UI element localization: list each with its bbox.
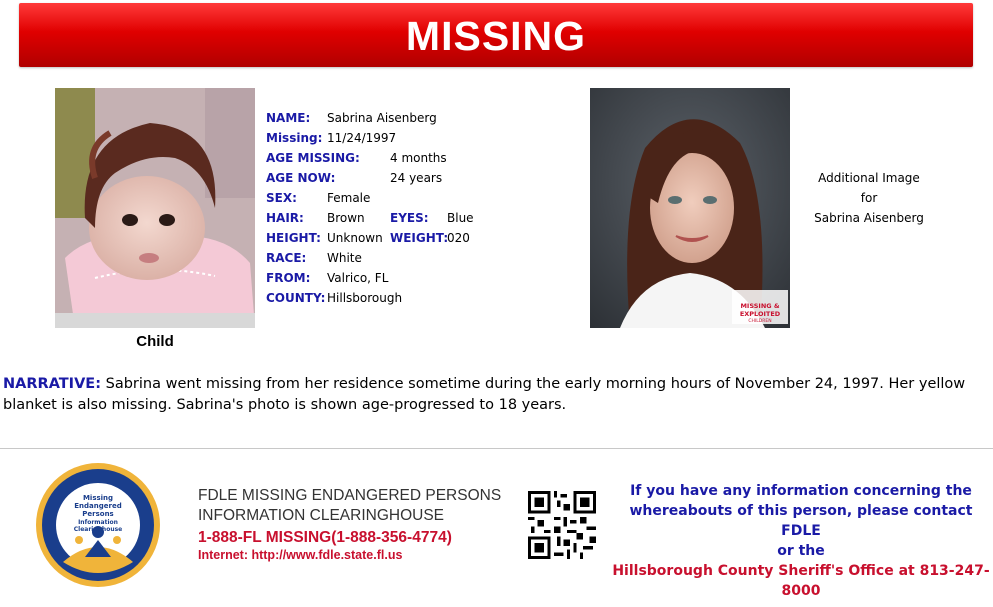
- org-name: [198, 486, 501, 526]
- missing-banner: [19, 3, 973, 67]
- detail-value: Sabrina Aisenberg: [327, 111, 437, 125]
- child-photo-caption: Child: [136, 333, 174, 350]
- detail-label: Missing:: [266, 131, 323, 145]
- detail-label: HEIGHT:: [266, 231, 321, 245]
- svg-text:Persons: Persons: [82, 510, 114, 518]
- additional-image-caption: [800, 168, 938, 228]
- contact-line4: Hillsborough County Sheriff's Office at 813-247-: [612, 563, 990, 579]
- contact-info: [610, 481, 992, 601]
- detail-value: Brown: [327, 211, 365, 225]
- svg-text:EXPLOITED: EXPLOITED: [739, 310, 781, 318]
- contact-line1: If you have any information concerning the: [630, 483, 972, 499]
- contact-line5: 8000: [781, 583, 821, 599]
- additional-image-line3: Sabrina Aisenberg: [814, 211, 924, 225]
- child-photo: [55, 88, 255, 328]
- svg-text:Endangered: Endangered: [74, 502, 122, 510]
- detail-value: Female: [327, 191, 371, 205]
- qr-code-icon: [528, 491, 596, 559]
- detail-label: WEIGHT:: [390, 231, 449, 245]
- svg-text:MISSING &: MISSING &: [740, 302, 780, 310]
- detail-value: 11/24/1997: [327, 131, 397, 145]
- divider: [0, 448, 993, 449]
- svg-text:Information: Information: [78, 519, 118, 526]
- detail-label: SEX:: [266, 191, 297, 205]
- detail-value: Valrico, FL: [327, 271, 389, 285]
- narrative-text: Sabrina went missing from her residence sometime during the early morning hours of November 24, 1997. Her yellow blanket is also missing. Sabrina's photo is shown age-progressed to 18 years.: [3, 376, 966, 413]
- detail-label: NAME:: [266, 111, 311, 125]
- org-name-line1: FDLE MISSING ENDANGERED PERSONS: [198, 487, 502, 504]
- watermark-logo: [732, 290, 788, 324]
- internet-link[interactable]: Internet: http://www.fdle.state.fl.us: [198, 548, 403, 562]
- svg-text:CHILDREN: CHILDREN: [748, 319, 772, 324]
- banner-title: MISSING: [405, 13, 587, 59]
- additional-image-line2: for: [860, 191, 878, 205]
- detail-value: White: [327, 251, 362, 265]
- clearinghouse-seal: [35, 462, 161, 588]
- detail-label: AGE MISSING:: [266, 151, 360, 165]
- narrative-colon: :: [95, 376, 102, 392]
- narrative-label: NARRATIVE: [3, 376, 96, 392]
- svg-text:Clearinghouse: Clearinghouse: [73, 526, 123, 533]
- detail-label: HAIR:: [266, 211, 304, 225]
- detail-label: AGE NOW:: [266, 171, 336, 185]
- org-name-line2: INFORMATION CLEARINGHOUSE: [198, 507, 445, 524]
- detail-value: Unknown: [327, 231, 383, 245]
- detail-value: Blue: [447, 211, 474, 225]
- detail-label: COUNTY:: [266, 291, 326, 305]
- svg-text:Missing: Missing: [82, 494, 114, 502]
- additional-image-line1: Additional Image: [818, 171, 920, 185]
- detail-value: Hillsborough: [327, 291, 403, 305]
- hotline-phone: 1-888-FL MISSING(1-888-356-4774): [198, 529, 452, 546]
- detail-value: 24 years: [390, 171, 443, 185]
- contact-line3: or the: [777, 543, 825, 559]
- contact-line2: whereabouts of this person, please contact FDLE: [629, 503, 973, 539]
- narrative: [3, 374, 988, 416]
- detail-label: FROM:: [266, 271, 311, 285]
- detail-label: RACE:: [266, 251, 307, 265]
- age-progressed-photo: [590, 88, 790, 328]
- detail-label: EYES:: [390, 211, 429, 225]
- detail-value: 4 months: [390, 151, 447, 165]
- detail-value: 020: [447, 231, 470, 245]
